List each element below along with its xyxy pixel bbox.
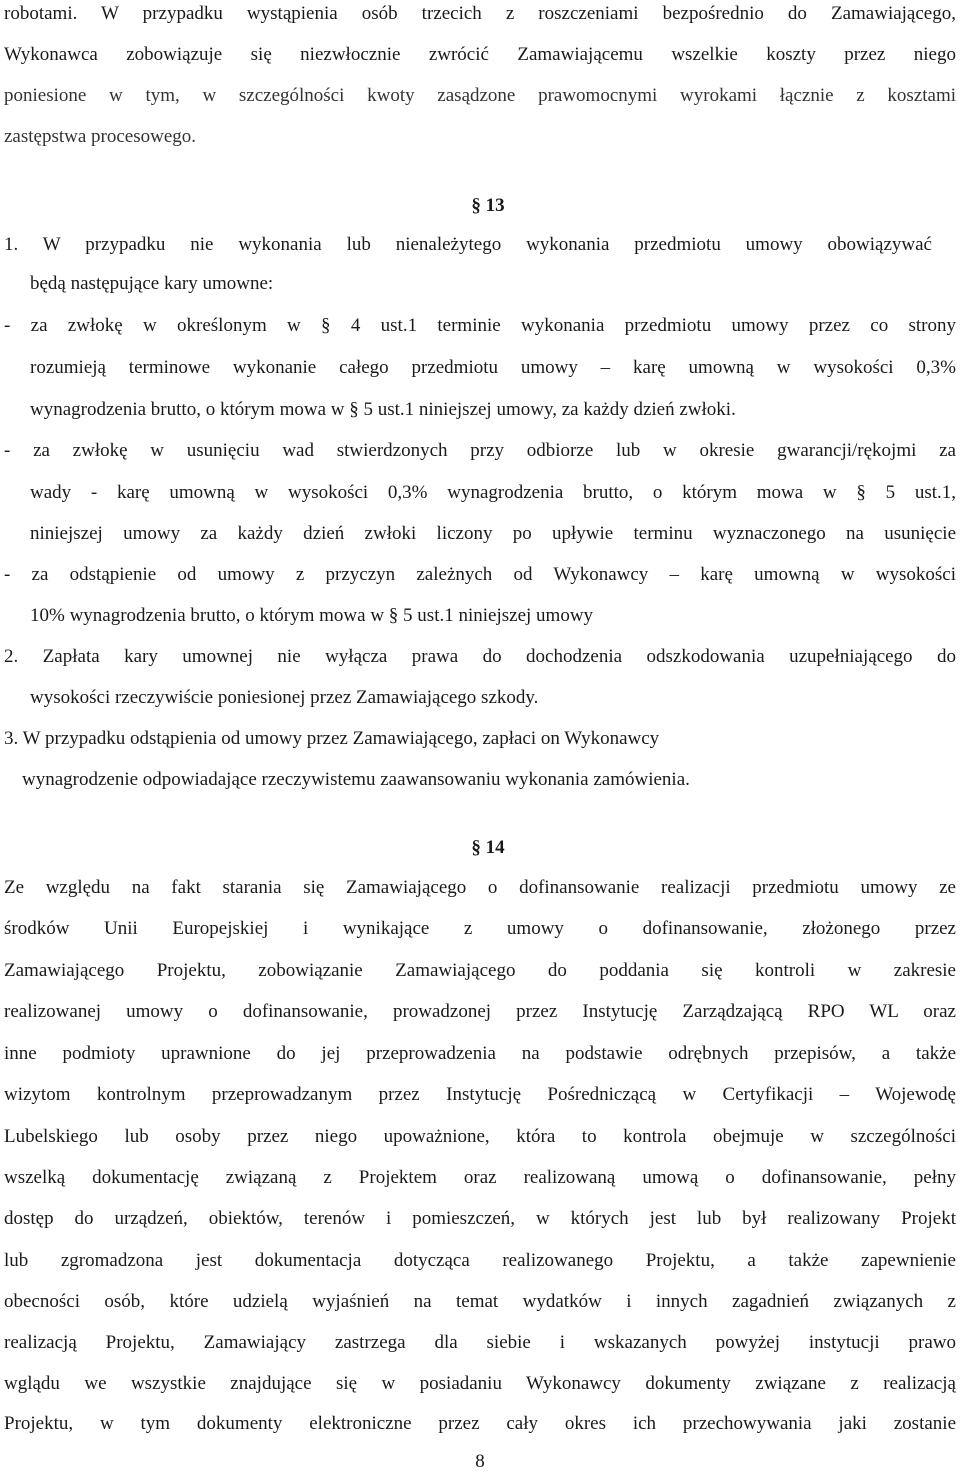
paragraph-line: Wykonawca zobowiązuje się niezwłocznie zwrócić Zamawiającemu wszelkie koszty przez niego [4,44,956,65]
paragraph-line: obecności osób, które udzielą wyjaśnień na temat wydatków i innych zagadnień związanych z [4,1291,956,1312]
paragraph-line: wizytom kontrolnym przeprowadzanym przez Instytucję Pośredniczącą w Certyfikacji – Wojewodę [4,1084,956,1105]
list-item-continuation: wynagrodzenia brutto, o którym mowa w § 5 ust.1 niniejszej umowy, za każdy dzień zwłoki. [30,399,736,420]
list-item: 3. W przypadku odstąpienia od umowy przez Zamawiającego, zapłaci on Wykonawcy [4,728,660,749]
paragraph-line: poniesione w tym, w szczególności kwoty zasądzone prawomocnymi wyrokami łącznie z kosztami [4,85,956,106]
paragraph-line: dostęp do urządzeń, obiektów, terenów i pomieszczeń, w których jest lub był realizowany Projekt [4,1208,956,1229]
section-heading-14: § 14 [471,837,505,858]
paragraph-line: wszelką dokumentację związaną z Projektem oraz realizowaną umową o dofinansowanie, pełny [4,1167,956,1188]
list-item: 2. Zapłata kary umownej nie wyłącza prawa do dochodzenia odszkodowania uzupełniającego do [4,646,956,667]
list-item-continuation: 10% wynagrodzenia brutto, o którym mowa w § 5 ust.1 niniejszej umowy [30,605,594,626]
list-item-continuation: niniejszej umowy za każdy dzień zwłoki liczony po upływie terminu wyznaczonego na usunięcie [30,523,956,544]
paragraph-line: realizowanej umowy o dofinansowanie, prowadzonej przez Instytucję Zarządzającą RPO WL oraz [4,1001,956,1022]
paragraph-line: lub zgromadzona jest dokumentacja dotycząca realizowanego Projektu, a także zapewnienie [4,1250,956,1271]
paragraph-line: Ze względu na fakt starania się Zamawiającego o dofinansowanie realizacji przedmiotu umowy ze [4,877,956,898]
paragraph-line: zastępstwa procesowego. [4,126,197,147]
list-item: - za zwłokę w określonym w § 4 ust.1 terminie wykonania przedmiotu umowy przez co strony [4,315,956,336]
list-item-continuation: wady - karę umowną w wysokości 0,3% wynagrodzenia brutto, o którym mowa w § 5 ust.1, [30,482,956,503]
list-item: 1. W przypadku nie wykonania lub nienależytego wykonania przedmiotu umowy obowiązywać [4,234,932,255]
list-item-continuation: wynagrodzenie odpowiadające rzeczywistemu zaawansowaniu wykonania zamówienia. [22,769,690,790]
paragraph-line: Zamawiającego Projektu, zobowiązanie Zamawiającego do poddania się kontroli w zakresie [4,960,956,981]
paragraph-line: wglądu we wszystkie znajdujące się w posiadaniu Wykonawcy dokumenty związane z realizacją [4,1373,956,1394]
paragraph-line: inne podmioty uprawnione do jej przeprowadzenia na podstawie odrębnych przepisów, a także [4,1043,956,1064]
list-item: - za odstąpienie od umowy z przyczyn zależnych od Wykonawcy – karę umowną w wysokości [4,564,956,585]
paragraph-line: Projektu, w tym dokumenty elektroniczne przez cały okres ich przechowywania jaki zostanie [4,1413,956,1434]
list-item: - za zwłokę w usunięciu wad stwierdzonych przy odbiorze lub w okresie gwarancji/rękojmi za [4,440,956,461]
page-number: 8 [475,1451,485,1472]
section-heading-13: § 13 [471,195,505,216]
paragraph-line: robotami. W przypadku wystąpienia osób trzecich z roszczeniami bezpośrednio do Zamawiającego, [4,3,956,24]
paragraph-line: Lubelskiego lub osoby przez niego upoważnione, która to kontrola obejmuje w szczególności [4,1126,956,1147]
list-item-continuation: wysokości rzeczywiście poniesionej przez Zamawiającego szkody. [30,687,539,708]
list-item-continuation: rozumieją terminowe wykonanie całego przedmiotu umowy – karę umowną w wysokości 0,3% [30,357,956,378]
paragraph-line: realizacją Projektu, Zamawiający zastrzega dla siebie i wskazanych powyżej instytucji prawo [4,1332,956,1353]
paragraph-line: środków Unii Europejskiej i wynikające z umowy o dofinansowanie, złożonego przez [4,918,956,939]
list-item-continuation: będą następujące kary umowne: [30,273,274,294]
